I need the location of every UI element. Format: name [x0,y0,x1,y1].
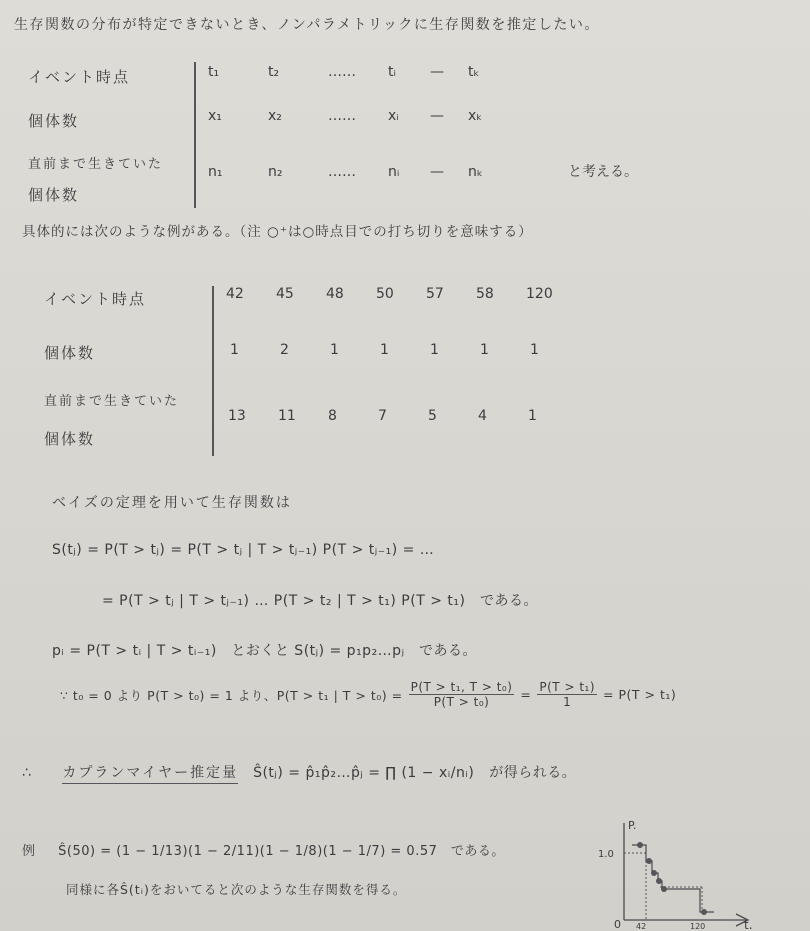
table-cell: nᵢ [388,164,400,180]
step-point [701,909,707,915]
step-point [651,870,657,876]
km-estimator-formula: Ŝ(tⱼ) = p̂₁p̂₂…p̂ⱼ = ∏ (1 − xᵢ/nᵢ) [253,765,475,781]
km-estimator-suffix: が得られる。 [489,765,577,781]
table-cell: n₁ [208,164,223,180]
therefore-symbol: ∴ [22,765,32,781]
table-divider [194,62,196,208]
example-calculation [22,840,505,859]
table-cell: 48 [326,286,344,302]
row-label-at-risk: 直前まで生きていた [28,157,164,172]
equation-survival-product: = P(T > tⱼ | T > tⱼ₋₁) … P(T > t₂ | T > t₁) P(T > t₁) である。 [102,593,538,609]
step-point [661,886,667,892]
table-cell: 58 [476,286,494,302]
step-point [656,878,662,884]
equation-first-step-left: ∵ t₀ = 0 より P(T > t₀) = 1 より、P(T > t₁ | T > t₀) = [60,687,403,703]
table-cell: — [430,164,444,180]
fraction-denominator: 1 [563,695,572,709]
y-tick-label: 1.0 [598,849,614,860]
step-point [637,842,643,848]
table-row [208,64,508,80]
table-cell: tᵢ [388,64,396,80]
x-tick-label: 42 [636,922,647,930]
table-cell: 57 [426,286,444,302]
survival-step-line [632,845,714,912]
km-estimator-label: カプランマイヤー推定量 [62,765,238,784]
table-cell: …… [328,108,356,124]
equation-p-definition: pᵢ = P(T > tᵢ | T > tᵢ₋₁) とおくと S(tⱼ) = p₁p₂…pⱼ である。 [52,643,478,659]
table-cell: 45 [276,286,294,302]
table-cell: — [430,64,444,80]
table-cell: nₖ [468,164,483,180]
table-cell: 1 [480,342,489,358]
table-cell: x₁ [208,108,222,124]
step-point [646,858,652,864]
table-row [208,161,638,181]
table-cell: …… [328,64,356,80]
row-label-at-risk-2: 個体数 [28,186,80,204]
table-cell: 1 [528,408,537,424]
table-cell: 4 [478,408,487,424]
x-axis-label: t. [744,918,753,930]
table-cell: t₁ [208,64,220,80]
table-cell: n₂ [268,164,283,180]
table-cell: 1 [530,342,539,358]
table-cell: 8 [328,408,337,424]
equals-sign: = [520,687,532,702]
fraction [409,680,515,709]
table-cell: 1 [430,342,439,358]
origin-label: 0 [614,918,621,930]
table-cell: 5 [428,408,437,424]
table-cell: x₂ [268,108,282,124]
count-row [230,342,570,358]
table-cell: 1 [330,342,339,358]
table-divider [212,286,214,456]
fraction-numerator: P(T > t₁) [539,680,596,694]
table-cell: xₖ [468,108,483,124]
table-cell: 1 [380,342,389,358]
fraction [537,680,597,709]
row-label-at-risk-2: 個体数 [44,430,96,448]
equation-first-step-right: = P(T > t₁) [603,687,677,702]
table-cell: 42 [226,286,244,302]
table-suffix: と考える。 [568,164,638,180]
table-cell: 11 [278,408,296,424]
table-cell: 2 [280,342,289,358]
row-label-at-risk: 直前まで生きていた [44,394,180,409]
table-cell: t₂ [268,64,280,80]
equation-survival-chain: S(tⱼ) = P(T > tⱼ) = P(T > tⱼ | T > tⱼ₋₁) P(T > tⱼ₋₁) = … [52,542,435,558]
example-label: 例 [22,844,36,859]
table-cell: 50 [376,286,394,302]
intro-text: 生存関数の分布が特定できないとき、ノンパラメトリックに生存関数を推定したい。 [14,17,600,33]
fraction-denominator: P(T > t₀) [433,695,490,709]
x-tick-label: 120 [690,922,706,930]
example-conclusion: 同様に各Ŝ(tᵢ)をおいてると次のような生存関数を得る。 [66,882,407,897]
row-label-count: 個体数 [28,112,80,130]
example-formula: Ŝ(50) = (1 − 1/13)(1 − 2/11)(1 − 1/8)(1 − 1/7) = 0.57 である。 [58,844,505,859]
equation-first-step [60,680,676,709]
at-risk-row [228,408,568,424]
table-cell: 120 [526,286,553,302]
survival-curve-graph [596,815,761,930]
table-cell: …… [328,164,356,180]
fraction-numerator: P(T > t₁, T > t₀) [410,680,513,694]
table-cell: 13 [228,408,246,424]
km-estimator-line [22,762,576,782]
example-table [44,280,604,455]
table-cell: 7 [378,408,387,424]
row-label-event-time: イベント時点 [28,68,131,86]
bayes-intro-text: ベイズの定理を用いて生存関数は [52,495,292,511]
table-cell: tₖ [468,64,480,80]
y-axis-label: P. [628,819,637,832]
notation-table [28,56,748,206]
table-cell: xᵢ [388,108,399,124]
table-cell: — [430,108,444,124]
table-cell: 1 [230,342,239,358]
example-intro-text: 具体的には次のような例がある。（注 ○⁺は○時点目での打ち切りを意味する） [22,224,533,240]
row-label-event-time: イベント時点 [44,290,147,308]
table-row [208,108,508,124]
row-label-count: 個体数 [44,344,96,362]
event-time-row [226,286,566,302]
